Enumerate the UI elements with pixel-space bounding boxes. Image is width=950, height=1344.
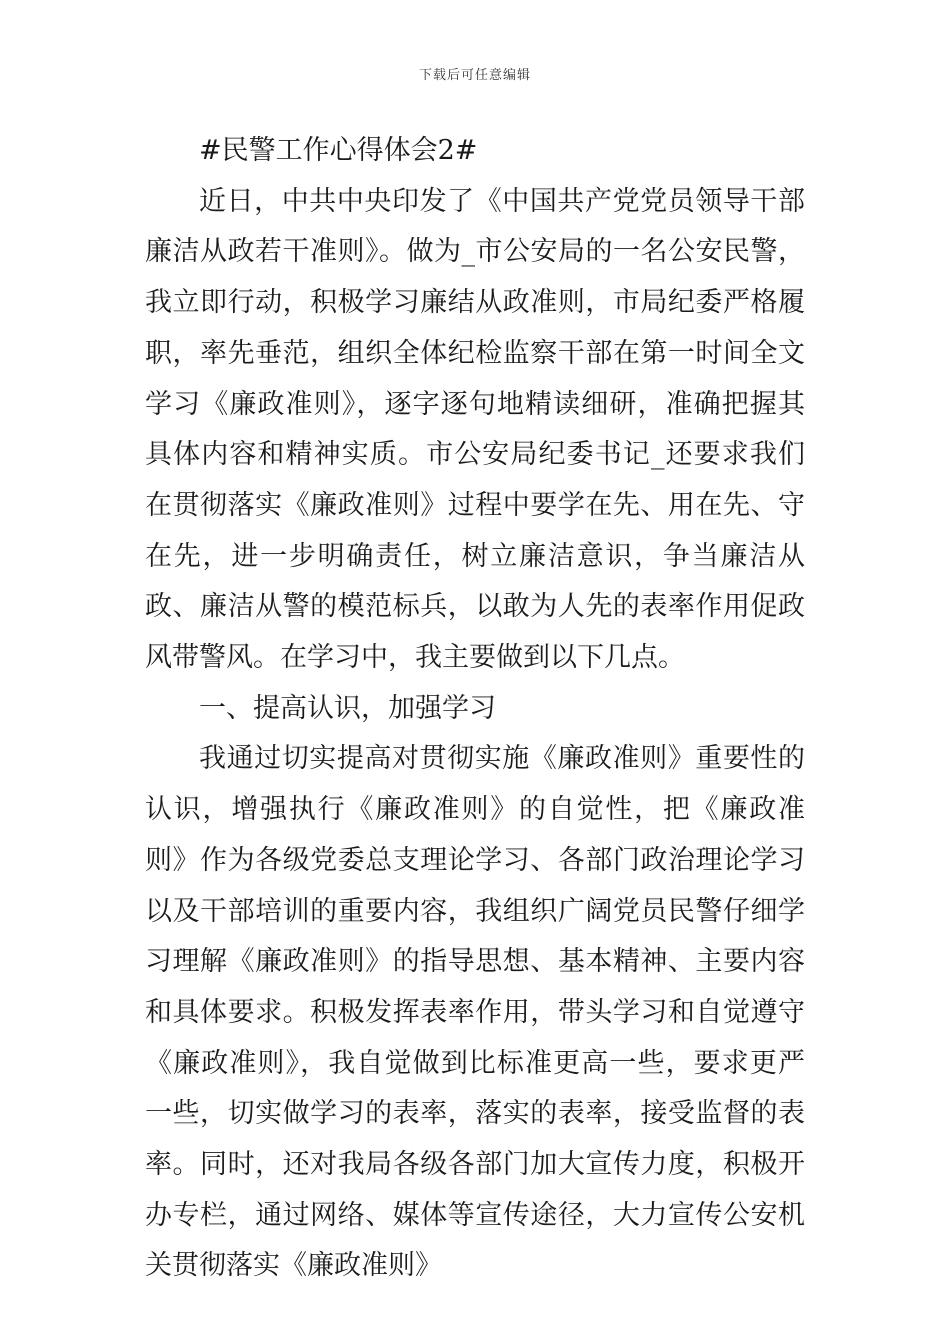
document-body [145,126,805,1292]
section-heading-1: 一、提高认识，加强学习 [199,692,496,724]
header-note: 下载后可任意编辑 [418,68,531,83]
paragraph-intro: 近日，中共中央印发了《中国共产党党员领导干部廉洁从政若干准则》。做为_市公安局的一名公安民警，我立即行动，积极学习廉结从政准则，市局纪委严格履职，率先垂范，组织全体纪检监察干部在第一时间全文学习《廉政准则》，逐字逐句地精读细研，准确把握其具体内容和精神实质。市公安局纪委书记_还要求我们在贯彻落实《廉政准则》过程中要学在先、用在先、守在先，进一步明确责任，树立廉洁意识，争当廉洁从政、廉洁从警的模范标兵，以敢为人先的表率作用促政风带警风。在学习中，我主要做到以下几点。 [145,185,805,674]
paragraph-section-1: 我通过切实提高对贯彻实施《廉政准则》重要性的认识，增强执行《廉政准则》的自觉性，把《廉政准则》作为各级党委总支理论学习、各部门政治理论学习以及干部培训的重要内容，我组织广阔党员民警仔细学习理解《廉政准则》的指导思想、基本精神、主要内容和具体要求。积极发挥表率作用，带头学习和自觉遵守《廉政准则》，我自觉做到比标准更高一些，要求更严一些，切实做学习的表率，落实的表率，接受监督的表率。同时，还对我局各级各部门加大宣传力度，积极开办专栏，通过网络、媒体等宣传途径，大力宣传公安机关贯彻落实《廉政准则》 [145,743,805,1282]
document-title: #民警工作心得体会2# [199,135,478,166]
